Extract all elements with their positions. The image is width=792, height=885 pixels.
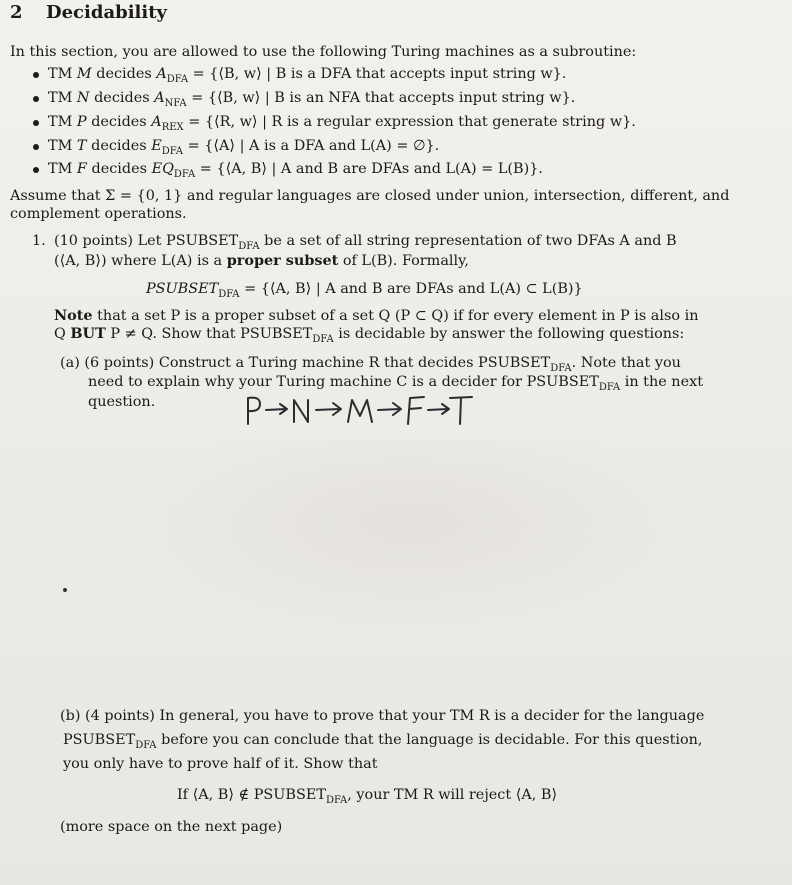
part-a-line-2: need to explain why your Turing machine C is a decider for $PSUBSET_{DFA}$ in the next [88, 374, 703, 393]
bullet-marker [33, 144, 39, 150]
bleed-through-marks [100, 440, 720, 640]
part-b-line-3: you only have to prove half of it. Show that [63, 756, 378, 772]
more-space-note: (more space on the next page) [60, 819, 283, 835]
part-b-statement: If ⟨A, B⟩ ∉ $PSUBSET_{DFA}$, your TM R will reject ⟨A, B⟩ [177, 787, 558, 806]
bullet-item: TM M decides $A_{DFA}$ = {⟨B, w⟩ | B is a DFA that accepts input string w}. [48, 66, 567, 85]
part-b-line-1: (b) (4 points) In general, you have to prove that your TM R is a decider for the language [60, 708, 705, 724]
bullet-marker [33, 167, 39, 173]
stray-mark [63, 588, 67, 592]
bullet-item: TM P decides $A_{REX}$ = {⟨R, w⟩ | R is a regular expression that generate string w}. [48, 114, 636, 133]
note-line-2: Q BUT P ≠ Q. Show that $PSUBSET_{DFA}$ is decidable by answer the following questions: [54, 325, 685, 345]
part-b-line-2: $PSUBSET_{DFA}$ before you can conclude that the language is decidable. For this question, [63, 732, 703, 751]
question-number: 1. [32, 233, 46, 249]
bullet-marker [33, 120, 39, 126]
part-a-line-3: question. [88, 394, 156, 410]
question-1-line-2: (⟨A, B⟩) where L(A) is a proper subset of L(B). Formally, [54, 252, 469, 269]
bullet-marker [33, 96, 39, 102]
bullet-marker [33, 72, 39, 78]
bullet-item: TM T decides $E_{DFA}$ = {⟨A⟩ | A is a DFA and L(A) = ∅}. [48, 138, 440, 157]
intro-text: In this section, you are allowed to use the following Turing machines as a subroutine: [10, 44, 637, 60]
formal-definition: $PSUBSET_{DFA}$ = {⟨A, B⟩ | A and B are DFAs and L(A) ⊂ L(B)} [146, 281, 583, 300]
assume-line-2: complement operations. [10, 206, 187, 222]
part-a-line-1: (a) (6 points) Construct a Turing machine R that decides $PSUBSET_{DFA}$. Note that you [60, 355, 681, 374]
assume-line-1: Assume that Σ = {0, 1} and regular languages are closed under union, intersection, different, and [10, 188, 730, 204]
section-title: Decidability [46, 2, 167, 23]
bullet-item: TM F decides $EQ_{DFA}$ = {⟨A, B⟩ | A and B are DFAs and L(A) = L(B)}. [48, 161, 543, 180]
note-line-1: Note that a set P is a proper subset of a set Q (P ⊂ Q) if for every element in P is also in [54, 307, 699, 324]
section-number: 2 [10, 2, 23, 23]
handwritten-note [244, 392, 476, 428]
question-1-line-1: (10 points) Let $PSUBSET_{DFA}$ be a set of all string representation of two DFAs A and B [54, 233, 677, 252]
bullet-item: TM N decides $A_{NFA}$ = {⟨B, w⟩ | B is an NFA that accepts input string w}. [48, 90, 576, 109]
